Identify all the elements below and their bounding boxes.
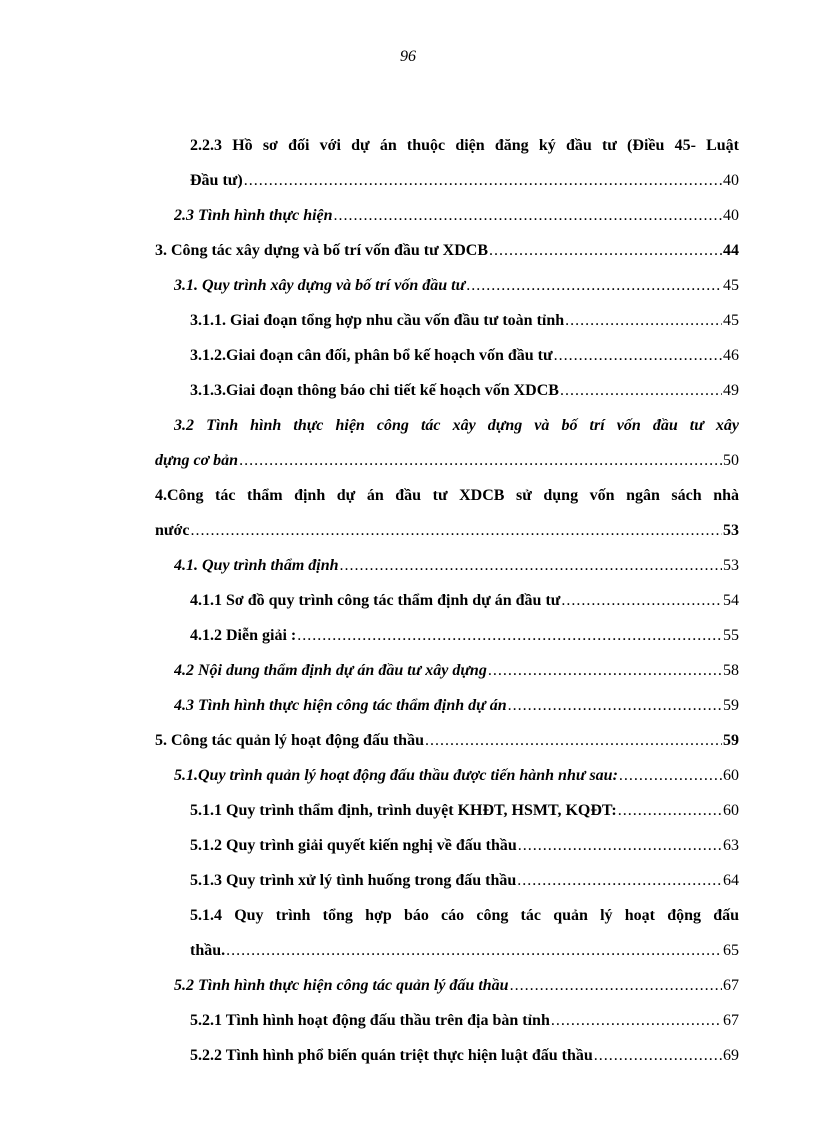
toc-entry-title: 5.2 Tình hình thực hiện công tác quản lý đấu thầu xyxy=(174,977,509,994)
toc-entry-title: nước xyxy=(155,522,190,539)
toc-entry-title: 4.1.1 Sơ đồ quy trình công tác thẩm định dự án đầu tư xyxy=(190,592,561,609)
leader-dots xyxy=(297,618,722,653)
toc-entry xyxy=(155,198,739,233)
leader-dots xyxy=(466,268,722,303)
toc-entry-title: 4.1. Quy trình thẩm định xyxy=(174,557,339,574)
toc-entry-page: 63 xyxy=(723,837,739,854)
toc-entry xyxy=(155,548,739,583)
toc-entry-title: 5.2.2 Tình hình phổ biến quán triệt thực hiện luật đấu thầu xyxy=(190,1047,593,1064)
leader-dots xyxy=(508,688,722,723)
leader-dots xyxy=(190,513,722,548)
toc-entry-title: dựng cơ bản xyxy=(155,452,239,469)
toc-entry xyxy=(155,688,739,723)
leader-dots xyxy=(226,933,722,968)
toc-entry-page: 53 xyxy=(723,522,739,539)
toc-entry-title: 3.1.3.Giai đoạn thông báo chi tiết kế hoạch vốn XDCB xyxy=(190,382,559,399)
toc-entry xyxy=(155,373,739,408)
toc-entry-title: 5.1.Quy trình quản lý hoạt động đấu thầu được tiến hành như sau: xyxy=(174,767,618,784)
toc-entry xyxy=(155,758,739,793)
toc-entry-page: 55 xyxy=(723,627,739,644)
toc-entry-page: 64 xyxy=(723,872,739,889)
toc-entry-page: 60 xyxy=(723,767,739,784)
toc-entry-page: 45 xyxy=(723,277,739,294)
toc-entry xyxy=(155,478,739,548)
toc-entry-title: 4.1.2 Diễn giải : xyxy=(190,627,297,644)
toc-entry-title: Đầu tư) xyxy=(190,172,243,189)
toc-entry-title-line: 4.Công tác thẩm định dự án đầu tư XDCB sử dụng vốn ngân sách nhà xyxy=(155,487,739,504)
leader-dots xyxy=(517,863,722,898)
leader-dots xyxy=(618,793,722,828)
toc-entry-title: 5.1.1 Quy trình thẩm định, trình duyệt KHĐT, HSMT, KQĐT: xyxy=(190,802,617,819)
toc-entry xyxy=(155,303,739,338)
leader-dots xyxy=(334,198,722,233)
toc-entry xyxy=(155,968,739,1003)
toc-entry xyxy=(155,653,739,688)
toc-entry xyxy=(155,1038,739,1073)
toc-entry-page: 49 xyxy=(723,382,739,399)
toc-entry-page: 60 xyxy=(723,802,739,819)
leader-dots xyxy=(560,373,722,408)
toc-entry-title: 5. Công tác quản lý hoạt động đấu thầu xyxy=(155,732,424,749)
toc-entry-page: 46 xyxy=(723,347,739,364)
leader-dots xyxy=(518,828,722,863)
toc-entry-page: 50 xyxy=(723,452,739,469)
toc-entry-title-line: 2.2.3 Hồ sơ đối với dự án thuộc diện đăng ký đầu tư (Điều 45- Luật xyxy=(190,137,739,154)
toc-entry xyxy=(155,338,739,373)
leader-dots xyxy=(554,338,722,373)
toc-entry xyxy=(155,863,739,898)
toc-entry-title: 4.3 Tình hình thực hiện công tác thẩm định dự án xyxy=(174,697,507,714)
toc-entry xyxy=(155,1003,739,1038)
toc-entry-title: 4.2 Nội dung thẩm định dự án đầu tư xây dựng xyxy=(174,662,487,679)
toc-entry-title: 3.1.2.Giai đoạn cân đối, phân bổ kế hoạch vốn đầu tư xyxy=(190,347,553,364)
toc-entry-page: 44 xyxy=(723,242,739,259)
toc-entry-page: 58 xyxy=(723,662,739,679)
toc-entry xyxy=(155,268,739,303)
leader-dots xyxy=(510,968,722,1003)
toc-entry xyxy=(155,408,739,478)
leader-dots xyxy=(551,1003,722,1038)
toc-entry-title-line: 5.1.4 Quy trình tổng hợp báo cáo công tác quản lý hoạt động đấu xyxy=(190,907,739,924)
toc-entry-page: 54 xyxy=(723,592,739,609)
toc-entry-title: 5.2.1 Tình hình hoạt động đấu thầu trên địa bàn tỉnh xyxy=(190,1012,550,1029)
toc-entry xyxy=(155,723,739,758)
toc-entry-page: 67 xyxy=(723,1012,739,1029)
toc-entry xyxy=(155,618,739,653)
toc-entry-page: 40 xyxy=(723,207,739,224)
toc-entry-page: 59 xyxy=(723,732,739,749)
toc-entry-page: 53 xyxy=(723,557,739,574)
toc-entry-title: 3.1.1. Giai đoạn tổng hợp nhu cầu vốn đầu tư toàn tỉnh xyxy=(190,312,565,329)
toc-entry-title: thầu. xyxy=(190,942,226,959)
toc-entry-title-line: 3.2 Tình hình thực hiện công tác xây dựng và bố trí vốn đầu tư xây xyxy=(174,417,739,434)
leader-dots xyxy=(340,548,723,583)
toc-entry xyxy=(155,793,739,828)
leader-dots xyxy=(619,758,722,793)
toc-entry xyxy=(155,128,739,198)
leader-dots xyxy=(565,303,722,338)
leader-dots xyxy=(488,653,722,688)
page-number: 96 xyxy=(400,48,416,65)
table-of-contents xyxy=(155,128,739,1073)
toc-entry-page: 69 xyxy=(723,1047,739,1064)
leader-dots xyxy=(239,443,722,478)
toc-entry-title: 2.3 Tình hình thực hiện xyxy=(174,207,333,224)
toc-entry xyxy=(155,583,739,618)
leader-dots xyxy=(425,723,722,758)
toc-entry-page: 67 xyxy=(723,977,739,994)
leader-dots xyxy=(594,1038,722,1073)
toc-entry-title: 3.1. Quy trình xây dựng và bố trí vốn đầu tư xyxy=(174,277,466,294)
toc-entry-page: 45 xyxy=(723,312,739,329)
toc-entry-title: 5.1.2 Quy trình giải quyết kiến nghị về đấu thầu xyxy=(190,837,517,854)
leader-dots xyxy=(561,583,722,618)
toc-entry xyxy=(155,828,739,863)
leader-dots xyxy=(244,163,722,198)
toc-entry-title: 5.1.3 Quy trình xử lý tình huống trong đấu thầu xyxy=(190,872,517,889)
toc-entry-page: 65 xyxy=(723,942,739,959)
toc-entry-page: 40 xyxy=(723,172,739,189)
toc-entry-page: 59 xyxy=(723,697,739,714)
toc-entry-title: 3. Công tác xây dựng và bố trí vốn đầu tư XDCB xyxy=(155,242,489,259)
leader-dots xyxy=(489,233,722,268)
toc-entry xyxy=(155,233,739,268)
toc-entry xyxy=(155,898,739,968)
